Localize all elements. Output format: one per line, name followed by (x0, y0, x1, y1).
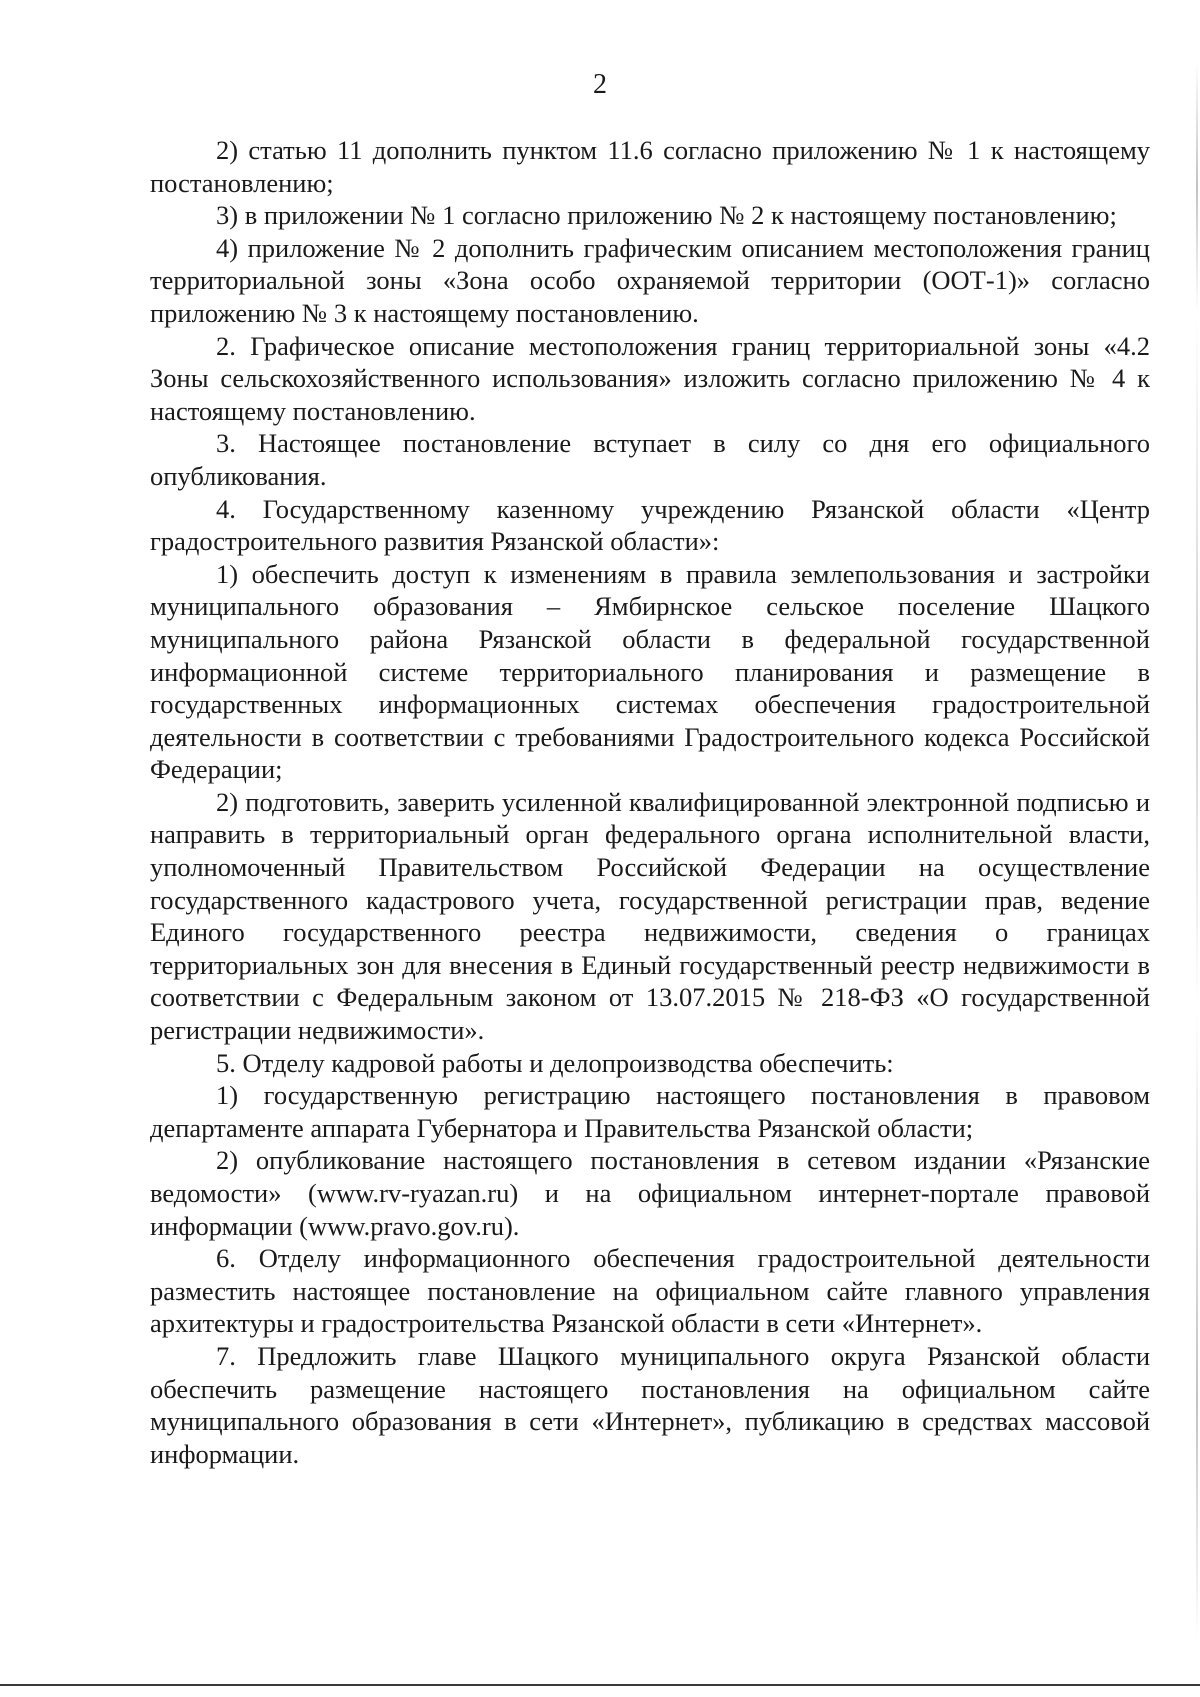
paragraph-item-3: 3) в приложении № 1 согласно приложению № 2 к настоящему постановлению; (216, 200, 1117, 231)
paragraph-section-7: 7. Предложить главе Шацкого муниципального округа Рязанской области обеспечить размещение настоящего постановления на официальном сайте муниципального образования в сети «Интернет», публикацию в средствах массовой информации. (150, 1340, 1150, 1469)
document-body (150, 134, 1150, 1470)
paragraph-section-4: 4. Государственному казенному учреждению Рязанской области «Центр градостроительного развития Рязанской области»: (150, 493, 1150, 557)
paragraph-item-2: 2) статью 11 дополнить пунктом 11.6 согласно приложению № 1 к настоящему постановлению; (150, 135, 1150, 198)
paragraph-section-5: 5. Отделу кадровой работы и делопроизводства обеспечить: (216, 1047, 894, 1078)
paragraph-section-5-item-2: 2) опубликование настоящего постановления в сетевом издании «Рязанские ведомости» (www.rv-ryazan.ru) и на официальном интернет-портале правовой информации (www.pravo.gov.ru). (150, 1145, 1150, 1241)
page-number: 2 (593, 69, 607, 100)
paragraph-section-3: 3. Настоящее постановление вступает в силу со дня его официального опубликования. (150, 428, 1150, 491)
paragraph-section-4-item-2: 2) подготовить, заверить усиленной квалифицированной электронной подписью и направить в территориальный орган федерального органа исполнительной власти, уполномоченный Правительством Российской Федерации на осуществление государственного кадастрового учета, государственной регистрации прав, ведение Единого государственного реестра недвижимости, сведения о границах территориальных зон для внесения в Единый государственный реестр недвижимости в соответствии с Федеральным законом от 13.07.2015 № 218-ФЗ «О государственной регистрации недвижимости». (150, 786, 1150, 1046)
scan-line-bottom (0, 1684, 1200, 1686)
scan-edge-right (1196, 60, 1198, 1640)
paragraph-section-4-item-1: 1) обеспечить доступ к изменениям в правила землепользования и застройки муниципального образования – Ямбирнское сельское поселение Шацкого муниципального района Рязанской области в федеральной государственной информационной системе территориального планирования и размещение в государственных информационных системах обеспечения градостроительной деятельности в соответствии с требованиями Градостроительного кодекса Российской Федерации; (150, 558, 1150, 785)
paragraph-section-6: 6. Отделу информационного обеспечения градостроительной деятельности разместить настоящее постановление на официальном сайте главного управления архитектуры и градостроительства Рязанской области в сети «Интернет». (150, 1243, 1150, 1339)
paragraph-section-2: 2. Графическое описание местоположения границ территориальной зоны «4.2 Зоны сельскохозяйственного использования» изложить согласно приложению № 4 к настоящему постановлению. (150, 330, 1150, 426)
paragraph-section-5-item-1: 1) государственную регистрацию настоящего постановления в правовом департаменте аппарата Губернатора и Правительства Рязанской области; (150, 1080, 1150, 1143)
paragraph-item-4: 4) приложение № 2 дополнить графическим описанием местоположения границ территориальной зоны «Зона особо охраняемой территории (ООТ-1)» согласно приложению № 3 к настоящему постановлению. (150, 232, 1150, 328)
